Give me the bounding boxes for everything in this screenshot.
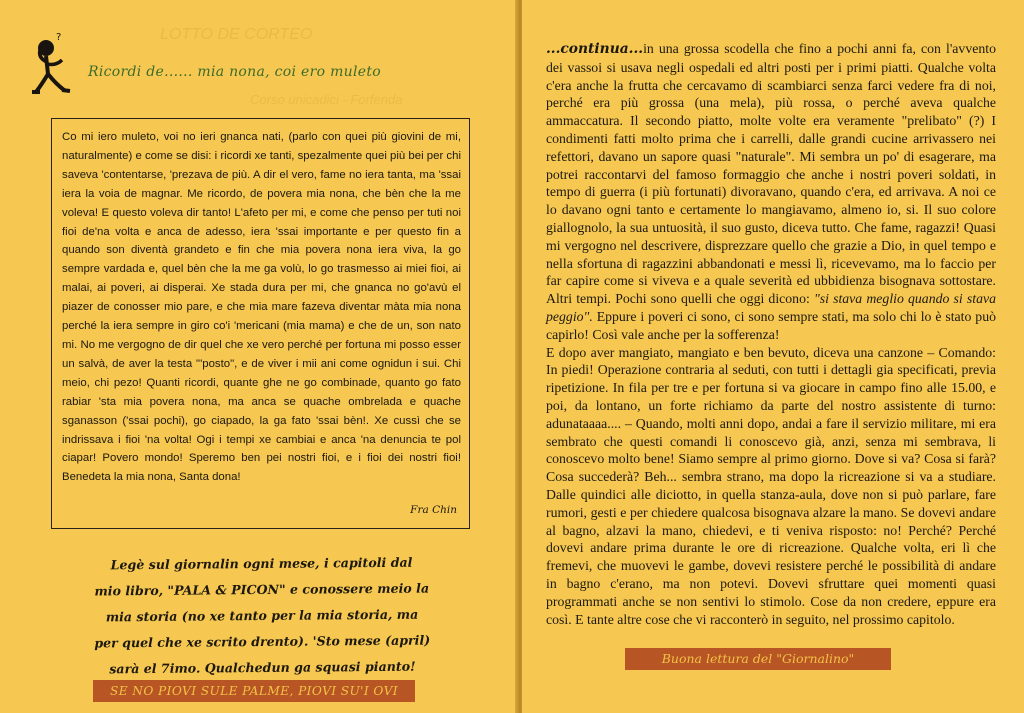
- ghost-header-text: LOTTO DE CORTEO: [160, 26, 313, 43]
- promo-line: mio libro, "PALA & PICON" e conossere meio la: [94, 580, 430, 599]
- promo-line: Legè sul giornalin ogni mese, i capitoli dal: [110, 554, 413, 573]
- book-promo: [61, 549, 462, 682]
- story-text: Co mi iero muleto, voi no ieri gnanca nati, (parlo con quei più giovini de mi, naturalmente) e come se disi: i ricordi xe tanti, spezalmente quei più bei per chi saveva 'contentarse, 'prezava de più. A dir el vero, fame no iera tanta, ma 'ssai iera la voia de magnar. Me ricordo, de povera mia nona, che bèn che la me voleva! E questo voleva dir tanto! L'afeto per mi, e come che penso per tuti noi fioi de'na volta e anca de adesso, iera 'ssai importante e per questo fin a quando son diventà grandeto e fin che mia povera nona iera viva, la go sempre vardada e, quel bèn che la me ga volù, lo go trasmesso ai miei fioi, ai malai, ai poveri, ai disperai. Xe stada dura per mi, che gnanca no go'avù el piazer de conosser mio pare, e che mia mare fazeva diventar màta mia nona perché la iera sempre in giro co'i 'mericani (mia mama) e che de un, son nato mi. No me vergogno de dir quel che xe vero perché per fortuna mi posso esser un salvà, de aver la testa "'posto", e de viver i mii ani come ognidun i sui. Chi meio, chi pezo! Quanti ricordi, quante ghe ne go combinade, quanto go fato rabiar 'sta mia povera nona, ma anca se quache ombrelada e quache sganasson ('ssai pochi), go ciapado, la ga fato 'ssai bèn!. Xe cussì che se indrissava i fioi 'na volta! Ogi i tempi xe cambiai e anca 'na denuncia te pol ciapar! Povero mondo! Speremo ben pei nostri fioi, e i fioi dei nostri fioi! Benedeta la mia nona, Santa dona!: [62, 131, 461, 484]
- paragraph-text: in una grossa scodella che fino a pochi anni fa, con l'avvento dei vassoi si usava negli ospedali ed altri posti per i primi piatti. Qualche volta c'era anche la frutta che cercavamo di scambiarci senza farci vedere fra di noi, perché era più grossa (una mela), più rossa, o perché aveva qualche ammaccatura. Il secondo piatto, molte volte era veramente "prelibato" (?) I condimenti fatti molto prima che i carrelli, dalle grandi cucine arrivassero nei refettori, davano un sapore quasi "naturale". Mi sembra un po' di esagerare, ma potrei raccontarvi del famoso formaggio che anche i nostri poveri soldati, in tempo di guerra (i più fortunati) divoravano, quando c'era, ed arrivava. A noi ce lo davano ogni tanto e certamente lo mangiavamo, almeno io, si. Il suo colore giallognolo, la sua untuosità, il suo gusto, diceva tutto. Che fame, ragazzi! Quasi mi vergogno nel descrivere, disprezzare quello che grazie a Dio, in quel tempo e nella sfortuna di ragazzini abbandonati e messi lì, ricevevamo, ma lo faccio per far capire come si viveva e a quale severità ed ubbidienza bisognava sottostare. Altri tempi. Pochi sono quelli che oggi dicono:: [546, 41, 996, 307]
- article-title: Ricordi de...... mia nona, coi ero muleto: [88, 64, 381, 80]
- promo-line: sarà el 7imo. Qualchedun ga squasi pianto!: [109, 658, 416, 677]
- closing-banner: Buona lettura del "Giornalino": [625, 648, 891, 670]
- promo-line: mia storia (no xe tanto per la mia storia, ma: [105, 606, 419, 625]
- svg-text:?: ?: [56, 32, 62, 43]
- right-page: [522, 0, 1024, 713]
- ghost-subheader-text: Corso unicadici - Forfenda: [250, 92, 403, 107]
- paragraph-text-continued: Eppure i poveri ci sono, ci sono sempre stati, ma solo chi lo è stato può capirlo! Così vale anche per la sofferenza!: [546, 308, 996, 342]
- proverb-banner: SE NO PIOVI SULE PALME, PIOVI SU'I OVI: [93, 680, 415, 702]
- article-paragraph-1: [546, 40, 996, 344]
- continued-article: [546, 40, 996, 628]
- promo-line: per quel che xe scrito drento). 'Sto mese (april): [94, 632, 431, 651]
- continua-label: ...continua...: [546, 41, 644, 57]
- story-signature: Fra Chin: [410, 504, 457, 517]
- story-box: [51, 118, 470, 529]
- italic-quote: "si stava meglio quando si stava peggio".: [546, 291, 996, 324]
- article-paragraph-2: E dopo aver mangiato, mangiato e ben bevuto, diceva una canzone – Comando: In piedi! Operazione contraria al seduti, con tutti i dettagli gia specificati, previa ripetizione. In fila per tre e per fortuna si va giocare in campo fino alle 15.00, e poi, da lontano, un forte richiamo da parte del nostro assistente di turno: adunataaaa.... – Quando, molti anni dopo, andai a fare il servizio militare, mi era sembrato che questi comandi li conoscevo già, anzi, senza mi sembrava, li conoscevo molto bene! Siamo sempre al primo giorno. Dove si va? Cosa si farà? Cosa succederà? Beh... sembra strano, ma dopo la ricreazione si va a studiare. Dalle quindici alle diciotto, in quella stanza-aula, dove non si può parlare, fare rumori, gesti e per chiedere qualcosa bisognava alzare la mano. Se dovevi andare al bagno, alzavi la mano, chiedevi, e ti veniva risposto: no! Perché? Perché dovevi andare prima durante le ore di ricreazione. Qualche volta, eri lì che fremevi, che muovevi le gambe, dovevi resistere perché le possibilità di andare in bagno c'erano, ma non potevi. Dovevi sfruttare quei momenti quasi programmati anche se non sentivi lo stimolo. Cose da non credere, eppure era così. E tante altre cose che vi racconterò in seguito, nel prossimo capitolo.: [546, 344, 996, 627]
- thinking-figure-icon: [26, 30, 86, 100]
